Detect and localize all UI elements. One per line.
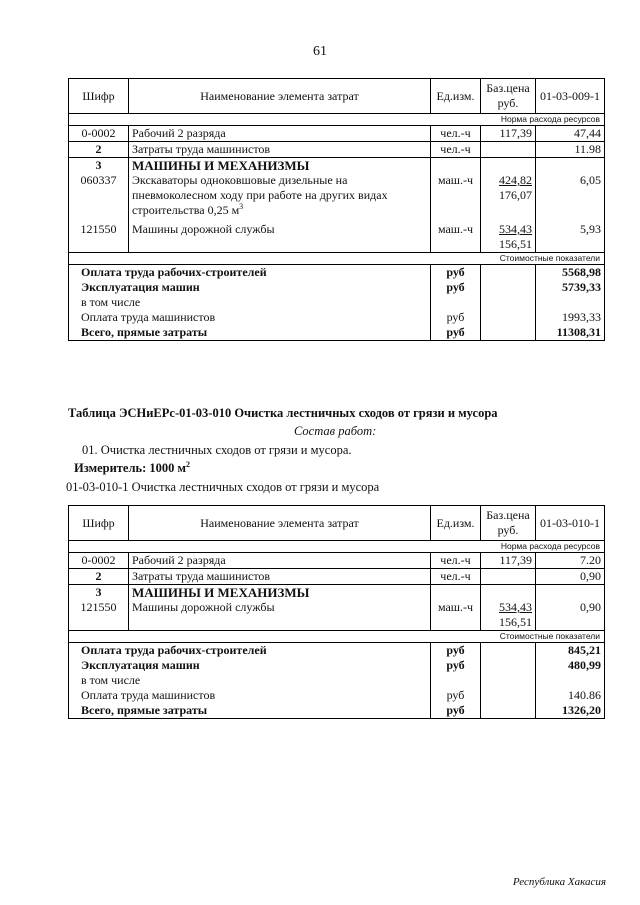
row-code: 060337 [69, 173, 129, 218]
summary-row [69, 673, 605, 688]
row-unit: маш.-ч [431, 218, 481, 253]
norms-caption-row [69, 541, 605, 553]
meter-superscript: 2 [186, 459, 191, 469]
summary-label: Эксплуатация машин [69, 280, 431, 295]
row-name-text: Экскаваторы одноковшовые дизельные на пневмоколесном ходу при работе на других видах строительства 0,25 м [132, 173, 388, 217]
section-2-subtitle: 01-03-010-1 Очистка лестничных сходов от грязи и мусора [66, 480, 380, 494]
summary-unit: руб [431, 703, 481, 719]
row-price [481, 142, 536, 158]
row-unit: маш.-ч [431, 600, 481, 631]
row-price [481, 218, 536, 253]
section-code: 3 [69, 158, 129, 174]
row-name: Рабочий 2 разряда [129, 553, 431, 569]
col-unit-header: Ед.изм. [431, 506, 481, 541]
section-title: МАШИНЫ И МЕХАНИЗМЫ [129, 585, 431, 601]
price-primary: 534,43 [499, 222, 532, 236]
summary-unit: руб [431, 643, 481, 659]
row-price: 117,39 [481, 553, 536, 569]
col-code-header: Шифр [69, 79, 129, 114]
summary-unit: руб [431, 310, 481, 325]
costs-caption: Стоимостные показатели [69, 253, 605, 265]
summary-unit: руб [431, 658, 481, 673]
row-unit: чел.-ч [431, 142, 481, 158]
row-price [481, 173, 536, 218]
summary-value: 11308,31 [536, 325, 605, 341]
summary-label: в том числе [69, 673, 431, 688]
summary-label: в том числе [69, 295, 431, 310]
col-code-header: Шифр [69, 506, 129, 541]
table-row [69, 142, 605, 158]
row-price [481, 600, 536, 631]
col-unit-header: Ед.изм. [431, 79, 481, 114]
summary-row [69, 310, 605, 325]
costs-caption-row [69, 631, 605, 643]
row-code: 121550 [69, 218, 129, 253]
price-secondary: 156,51 [499, 615, 532, 629]
summary-row [69, 280, 605, 295]
row-value: 5,93 [536, 218, 605, 253]
summary-row [69, 265, 605, 281]
summary-value: 845,21 [536, 643, 605, 659]
row-name: Машины дорожной службы [129, 600, 431, 631]
summary-value: 140.86 [536, 688, 605, 703]
table-row [69, 600, 605, 631]
row-value: 0,90 [536, 569, 605, 585]
table-row [69, 553, 605, 569]
row-code: 2 [69, 569, 129, 585]
summary-row [69, 658, 605, 673]
col-price-header: Баз.цена руб. [481, 79, 536, 114]
row-value: 11.98 [536, 142, 605, 158]
composition-label: Состав работ: [294, 424, 377, 438]
summary-unit: руб [431, 280, 481, 295]
price-primary: 424,82 [499, 173, 532, 187]
row-name: Рабочий 2 разряда [129, 126, 431, 142]
summary-row [69, 703, 605, 719]
row-value: 6,05 [536, 173, 605, 218]
summary-label: Оплата труда рабочих-строителей [69, 643, 431, 659]
summary-row [69, 643, 605, 659]
col-name-header: Наименование элемента затрат [129, 506, 431, 541]
summary-row [69, 325, 605, 341]
summary-label: Всего, прямые затраты [69, 325, 431, 341]
row-code: 0-0002 [69, 126, 129, 142]
row-value: 7.20 [536, 553, 605, 569]
section-2-heading [68, 406, 604, 496]
row-code: 121550 [69, 600, 129, 631]
summary-row [69, 688, 605, 703]
section-2-title: Таблица ЭСНиЕРс-01-03-010 Очистка лестничных сходов от грязи и мусора [68, 406, 498, 420]
row-name: Машины дорожной службы [129, 218, 431, 253]
cost-table-1 [68, 78, 605, 341]
row-name: Затраты труда машинистов [129, 142, 431, 158]
col-price-header: Баз.цена руб. [481, 506, 536, 541]
page-number: 61 [313, 44, 327, 59]
row-unit: чел.-ч [431, 569, 481, 585]
row-value: 47,44 [536, 126, 605, 142]
summary-unit: руб [431, 688, 481, 703]
footer-region-label: Республика Хакасия [512, 876, 606, 888]
price-secondary: 176,07 [499, 188, 532, 202]
summary-value: 5739,33 [536, 280, 605, 295]
meter-line [74, 461, 190, 476]
summary-value: 5568,98 [536, 265, 605, 281]
cost-table-2 [68, 505, 605, 719]
col-id-header: 01-03-009-1 [536, 79, 605, 114]
costs-caption-row [69, 253, 605, 265]
norms-caption: Норма расхода ресурсов [69, 541, 605, 553]
summary-label: Эксплуатация машин [69, 658, 431, 673]
table-row [69, 126, 605, 142]
col-name-header: Наименование элемента затрат [129, 79, 431, 114]
row-price [481, 569, 536, 585]
summary-value: 480,99 [536, 658, 605, 673]
row-price: 117,39 [481, 126, 536, 142]
row-value: 0,90 [536, 600, 605, 631]
section-title: МАШИНЫ И МЕХАНИЗМЫ [129, 158, 431, 174]
summary-unit: руб [431, 325, 481, 341]
table-row [69, 173, 605, 218]
price-secondary: 156,51 [499, 237, 532, 251]
summary-value: 1993,33 [536, 310, 605, 325]
row-name: Затраты труда машинистов [129, 569, 431, 585]
section-code: 3 [69, 585, 129, 601]
row-code: 2 [69, 142, 129, 158]
summary-label: Оплата труда машинистов [69, 688, 431, 703]
price-primary: 534,43 [499, 600, 532, 614]
norms-caption-row [69, 114, 605, 126]
table-row [69, 569, 605, 585]
row-code: 0-0002 [69, 553, 129, 569]
row-name: Экскаваторы одноковшовые дизельные на пневмоколесном ходу при работе на других видах строительства 0,25 $м^3$ [129, 173, 431, 218]
row-unit: чел.-ч [431, 126, 481, 142]
summary-value: 1326,20 [536, 703, 605, 719]
row-unit: маш.-ч [431, 173, 481, 218]
summary-row [69, 295, 605, 310]
costs-caption: Стоимостные показатели [69, 631, 605, 643]
summary-unit: руб [431, 265, 481, 281]
composition-item: 01. Очистка лестничных сходов от грязи и мусора. [82, 443, 352, 457]
table-header [69, 79, 605, 114]
summary-label: Оплата труда рабочих-строителей [69, 265, 431, 281]
norms-caption: Норма расхода ресурсов [69, 114, 605, 126]
section-row [69, 158, 605, 174]
meter-label: Измеритель: 1000 м [74, 461, 187, 475]
summary-label: Оплата труда машинистов [69, 310, 431, 325]
col-id-header: 01-03-010-1 [536, 506, 605, 541]
section-row [69, 585, 605, 601]
summary-label: Всего, прямые затраты [69, 703, 431, 719]
table-header [69, 506, 605, 541]
row-unit: чел.-ч [431, 553, 481, 569]
table-row [69, 218, 605, 253]
